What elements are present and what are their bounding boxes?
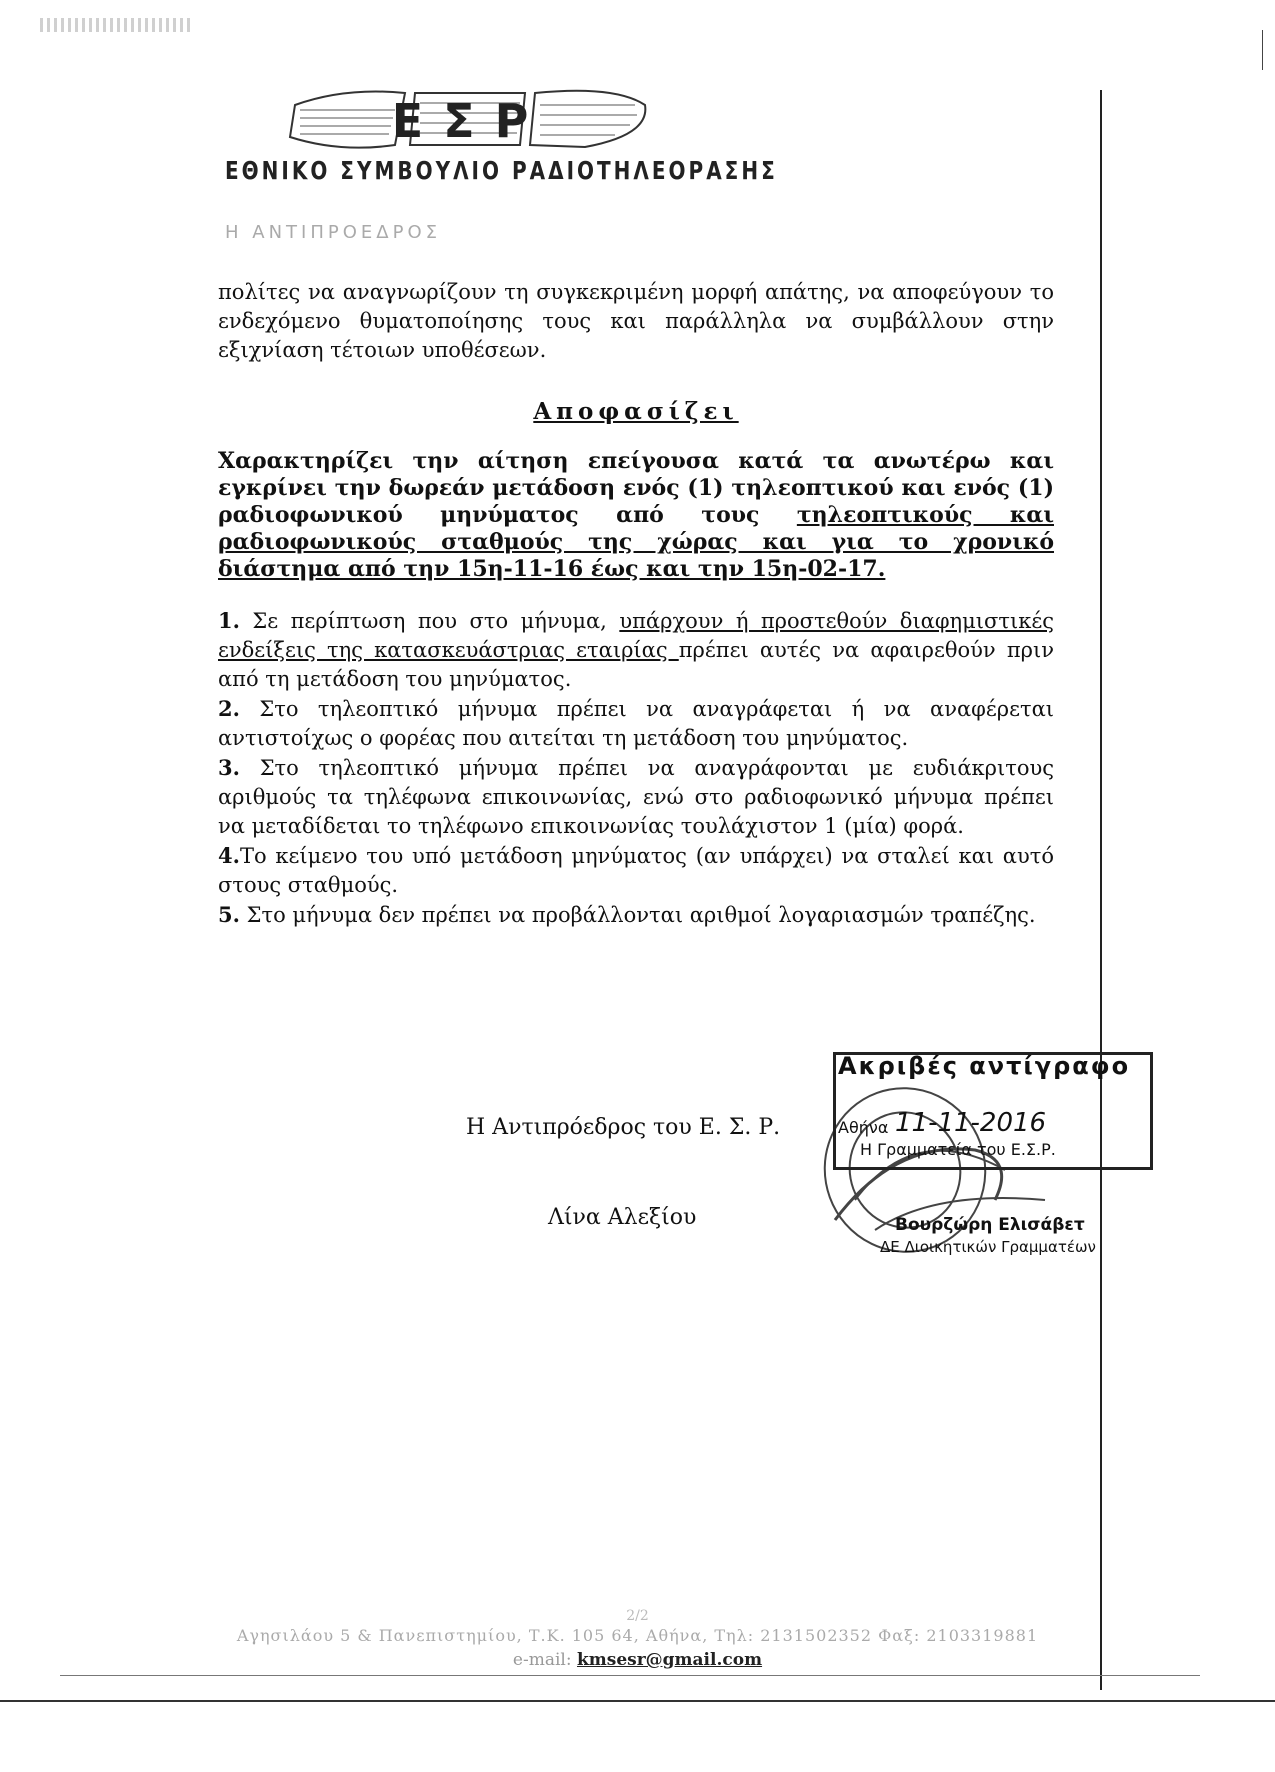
esr-logo (285, 85, 655, 155)
signatory-name: Λίνα Αλεξίου (548, 1205, 697, 1230)
organization-name: ΕΘΝΙΚΟ ΣΥΜΒΟΥΛΙΟ ΡΑΔΙΟΤΗΛΕΟΡΑΣΗΣ (225, 155, 778, 185)
scan-artifact (40, 18, 190, 32)
stamp-date-value: 11-11-2016 (895, 1108, 1047, 1138)
stamp-date-label: Αθήνα (838, 1118, 889, 1137)
decision-text-underlined: τηλεοπτικούς και ραδιοφωνικούς σταθμούς της χώρας και για το χρονικό διάστημα από την 15η-11-16 έως και την 15η-02-17. (218, 502, 1054, 582)
margin-line (1100, 90, 1102, 1690)
page-bottom-line (0, 1700, 1275, 1702)
list-item: 1. Σε περίπτωση που στο μήνυμα, υπάρχουν ή προστεθούν διαφημιστικές ενδείξεις της κατασκευάστριας εταιρίας πρέπει αυτές να αφαιρεθούν πριν από τη μετάδοση του μηνύματος. (218, 608, 1054, 691)
edge-mark (1262, 30, 1263, 70)
stamp-title: Ακριβές αντίγραφο (838, 1052, 1131, 1080)
signatory-role: Η Αντιπρόεδρος του Ε. Σ. Ρ. (466, 1115, 781, 1140)
list-item: 3. Στο τηλεοπτικό μήνυμα πρέπει να αναγράφονται με ευδιάκριτους αριθμούς τα τηλέφωνα επικοινωνίας, ενώ στο ραδιοφωνικό μήνυμα πρέπει να μεταδίδεται το τηλέφωνο επικοινωνίας τουλάχιστον 1 (μία) φορά. (218, 755, 1054, 838)
stamp-signer: Βουρζώρη Ελισάβετ (895, 1215, 1085, 1235)
footer-address: Αγησιλάου 5 & Πανεπιστημίου, Τ.Κ. 105 64, Αθήνα, Τηλ: 2131502352 Φαξ: 2103319881 (236, 1626, 1039, 1645)
list-item: 5. Στο μήνυμα δεν πρέπει να προβάλλονται αριθμοί λογαριασμών τραπέζης. (218, 902, 1036, 927)
stamp-office: Η Γραμματεία του Ε.Σ.Ρ. (860, 1140, 1056, 1159)
email-link[interactable]: kmsesr@gmail.com (576, 1650, 763, 1670)
decision-paragraph (218, 448, 1054, 583)
footer-divider (60, 1675, 1200, 1676)
list-item: 4.Το κείμενο του υπό μετάδοση μηνύματος (αν υπάρχει) να σταλεί και αυτό στους σταθμούς. (218, 843, 1054, 897)
decision-text: Χαρακτηρίζει την αίτηση επείγουσα κατά τα ανωτέρω και εγκρίνει την δωρεάν μετάδοση ενός (1) τηλεοπτικού και ενός (1) ραδιοφωνικού μηνύματος από τους (218, 448, 1054, 528)
intro-paragraph: πολίτες να αναγνωρίζουν τη συγκεκριμένη μορφή απάτης, να αποφεύγουν το ενδεχόμενο θυματοποίησης τους και παράλληλα να συμβάλλουν στην εξιχνίαση τέτοιων υποθέσεων. (218, 280, 1054, 362)
decision-heading: Αποφασίζει (533, 398, 739, 425)
conditions-list (218, 606, 1054, 930)
stamp-signer-role: ΔΕ Διοικητικών Γραμματέων (880, 1238, 1096, 1256)
office-title: Η ΑΝΤΙΠΡΟΕΔΡΟΣ (225, 222, 441, 243)
svg-text:ΕΣΡ: ΕΣΡ (391, 94, 549, 148)
page-number: 2/2 (626, 1608, 649, 1624)
footer-email: e-mail: kmsesr@gmail.com (512, 1650, 763, 1670)
list-item: 2. Στο τηλεοπτικό μήνυμα πρέπει να αναγράφεται ή να αναφέρεται αντιστοίχως ο φορέας που αιτείται τη μετάδοση του μηνύματος. (218, 696, 1054, 750)
